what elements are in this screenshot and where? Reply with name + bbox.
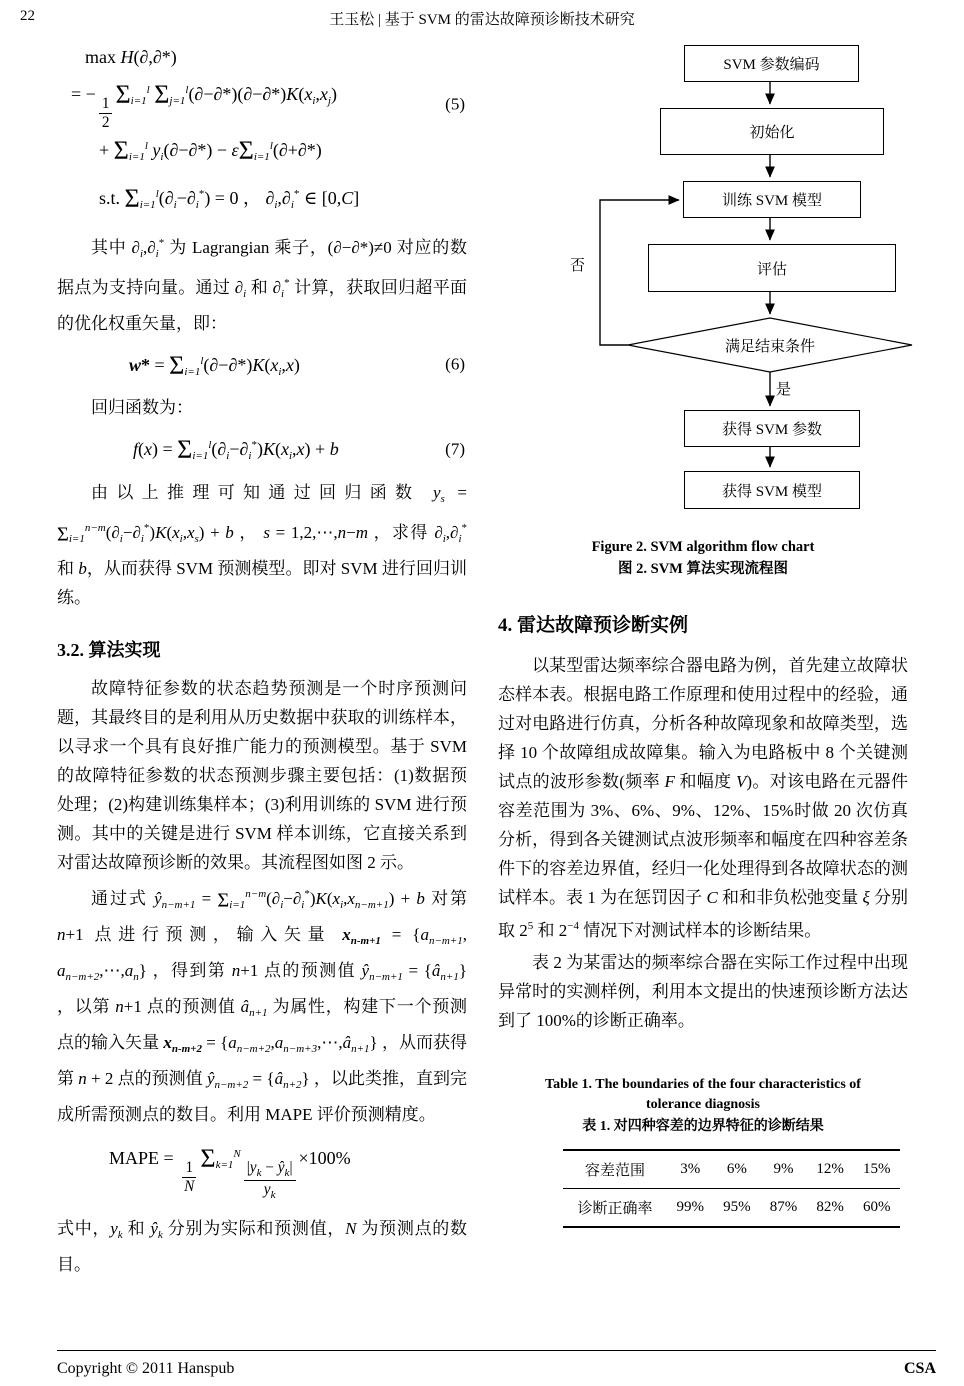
footer-copyright: Copyright © 2011 Hanspub	[57, 1360, 235, 1377]
table-cell: 82%	[807, 1189, 854, 1228]
equation-6-body: $w* = \Sigma_{i=1}^l(\partial-\partial*)K(x_i,x)$	[129, 350, 300, 380]
flowchart-node-eval: 评估	[648, 244, 896, 292]
figure-2-caption-en: Figure 2. SVM algorithm flow chart	[591, 539, 815, 555]
equation-constraints-body: s.t. $\Sigma_{i=1}^l(\partial_i-\partial_i^*) = 0$ ， $\partial_i,\partial_i^*$ ∈ [0,C]	[99, 183, 360, 213]
equation-constraints	[99, 183, 467, 215]
running-title: 王玉松 | 基于 SVM 的雷达故障预诊断技术研究	[329, 12, 635, 28]
equation-5-line-1	[85, 42, 467, 73]
figure-2-caption	[498, 536, 908, 580]
table-1-caption-en: Table 1. The boundaries of the four characteristics of tolerance diagnosis	[545, 1077, 861, 1112]
paragraph-derivation: 由以上推理可知通过回归函数 $y_s = \Sigma_{i=1}^{n-m}(\partial_i-\partial_i^*)K(x_i,x_s) + b$ ， s = 1,2,⋯,n−m ，求得 $\partial_i,\partial_i^*$ 和 b，从而获得 SVM 预测模型。即对 SVM 进行回归训练。	[57, 482, 468, 607]
equation-6-number: (6)	[445, 354, 465, 374]
page-header	[0, 8, 964, 32]
equation-5-line-2	[71, 79, 467, 132]
section-heading-3-2: 3.2. 算法实现	[57, 639, 161, 660]
paragraph-prediction: 通过式 $ŷ_{n-m+1} = \Sigma_{i=1}^{n-m}(\partial_i-\partial_i^*)K(x_i,x_{n-m+1}) + b$ 对第 n+1 点进行预测，输入矢量 $x_{n-m+1} = \{a_{n-m+1}$, $a_{n-m+2},\cdots,a_n$} ，得到第 n+1 点的预测值 $ŷ_{n-m+1}$ = $\{â_{n+1}\}$ ，以第 n+1 点的预测值 $â_{n+1}$ 为属性，构建下一个预测点的输入矢量 $x_{n-m+2}$ = $\{a_{n-m+2},a_{n-m+3},\cdots,â_{n+1}\}$ ，从而获得第 n + 2 点的预测值 $ŷ_{n-m+2}$ = $\{â_{n+2}\}$ ，以此类推，直到完成所需预测点的数目。利用 MAPE 评价预测精度。	[57, 887, 468, 1124]
equation-5-line-2-body: = − $\frac{1}{2}$ $\Sigma_{i=1}^l$ $\Sigma_{j=1}^l(\partial-\partial*)(\partial-\partial*)K(x_i,x_j)$	[71, 79, 337, 131]
table-row-label: 诊断正确率	[563, 1189, 667, 1228]
footer-journal-code: CSA	[903, 1360, 936, 1377]
table-cell: 12%	[807, 1150, 854, 1189]
table-1	[563, 1149, 900, 1228]
table-cell: 6%	[714, 1150, 761, 1189]
flowchart-label-yes: 是	[776, 382, 792, 398]
equation-5-number: (5)	[445, 94, 465, 114]
left-column	[57, 40, 467, 1282]
flowchart-node-get-params: 获得 SVM 参数	[684, 410, 860, 447]
flowchart-node-init: 初始化	[660, 108, 884, 155]
equation-5-line-3-body: + $\Sigma_{i=1}^l$ $y_i(\partial-\partial*) - \varepsilon\Sigma_{i=1}^l(\partial+\partial*)$	[99, 136, 322, 166]
table-cell: 95%	[714, 1189, 761, 1228]
equation-7-number: (7)	[445, 439, 465, 459]
paragraph-table2-note: 表 2 为某雷达的频率综合器在实际工作过程中出现异常时的实测样例，利用本文提出的快速预诊断方法达到了 100%的诊断正确率。	[498, 953, 908, 1030]
section-heading-4: 4. 雷达故障预诊断实例	[498, 615, 689, 636]
flowchart-node-encode: SVM 参数编码	[684, 45, 859, 82]
table-1-caption	[498, 1075, 908, 1137]
flowchart-node-train: 训练 SVM 模型	[683, 181, 861, 218]
flowchart-node-condition: 满足结束条件	[724, 339, 815, 355]
table-cell: 87%	[760, 1189, 807, 1228]
equation-7	[133, 434, 467, 466]
table-cell: 3%	[667, 1150, 714, 1189]
table-row-accuracy	[563, 1189, 900, 1228]
table-cell: 9%	[760, 1150, 807, 1189]
table-cell: 15%	[853, 1150, 900, 1189]
flowchart-label-no: 否	[570, 258, 586, 274]
equation-5-line-3	[99, 135, 467, 167]
equation-mape	[109, 1143, 467, 1202]
paragraph-lagrangian: 其中 $\partial_i,\partial_i^*$ 为 Lagrangian 乘子，(∂−∂*)≠0 对应的数据点为支持向量。通过 $\partial_i$ 和 $\partial_i^*$ 计算，获取回归超平面的优化权重矢量，即：	[57, 236, 468, 333]
flowchart-node-get-model: 获得 SVM 模型	[684, 471, 860, 509]
paragraph-steps: 故障特征参数的状态趋势预测是一个时序预测问题，其最终目的是利用从历史数据中获取的训练样本，以寻求一个具有良好推广能力的预测模型。基于 SVM 的故障特征参数的状态预测步骤主要包括：(1)数据预处理；(2)构建训练集样本；(3)利用训练的 SVM 进行预测。其中的关键是进行 SVM 样本训练，它直接关系到对雷达故障预诊断的效果。其流程图如图 2 示。	[57, 678, 467, 872]
equation-5-line-1-body: max H(∂,∂*)	[85, 47, 177, 67]
figure-2-caption-zh: 图 2. SVM 算法实现流程图	[618, 561, 788, 577]
page-number: 22	[20, 8, 35, 24]
table-row-label: 容差范围	[563, 1150, 667, 1189]
equation-7-body: $f(x) = \Sigma_{i=1}^l(\partial_i-\partial_i^*)K(x_i,x) + b$	[133, 435, 339, 465]
paragraph-mape-note: 式中，$y_k$ 和 $ŷ_k$ 分别为实际和预测值，N 为预测点的数目。	[57, 1218, 468, 1274]
svm-flowchart	[570, 38, 920, 520]
page-footer	[57, 1350, 936, 1378]
table-row-tolerance	[563, 1150, 900, 1189]
paragraph-regression-lead: 回归函数为：	[91, 398, 193, 418]
equation-6	[129, 350, 467, 382]
paragraph-example: 以某型雷达频率综合器电路为例，首先建立故障状态样本表。根据电路工作原理和使用过程中的经验，通过对电路进行仿真，分析各种故障现象和故障类型，选择 10 个故障组成故障集。输入为电路板中 8 个关键测试点的波形参数(频率 F 和幅度 V)。对该电路在元器件容差范围为 3%、6%、9%、12%、15%时做 20 次仿真分析，得到各关键测试点波形频率和幅度在四种容差条件下的容差边界值，经归一化处理得到各故障状态的测试样本。表 1 为在惩罚因子 C 和和非负松弛变量 ξ 分别取 $2^5$ 和 $2^{-4}$ 情况下对测试样本的诊断结果。	[498, 656, 909, 940]
equation-mape-body: MAPE = $\frac{1}{N}$ $\Sigma_{k=1}^N$ $\frac{|y_k - ŷ_k|}{y_k}$ ×100%	[109, 1144, 351, 1201]
table-1-caption-zh: 表 1. 对四种容差的边界特征的诊断结果	[582, 1119, 824, 1134]
table-cell: 99%	[667, 1189, 714, 1228]
right-column	[498, 36, 908, 1228]
table-cell: 60%	[853, 1189, 900, 1228]
